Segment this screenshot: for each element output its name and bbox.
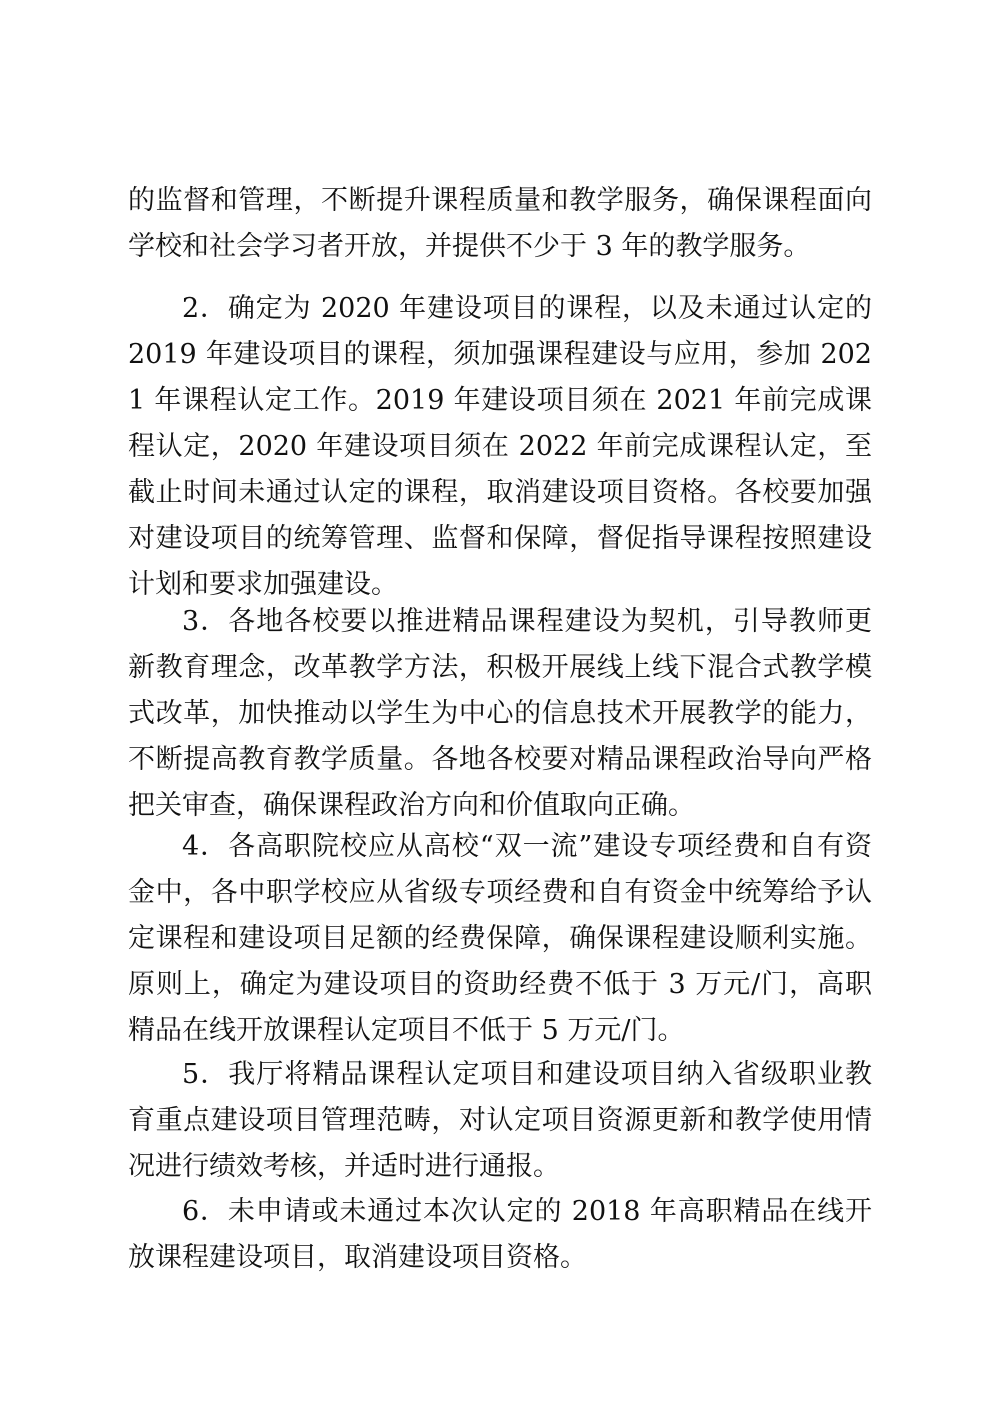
paragraph-item-4: 4．各高职院校应从高校“双一流”建设专项经费和自有资金中，各中职学校应从省级专项经费和自有资金中统筹给予认定课程和建设项目足额的经费保障，确保课程建设顺利实施。原则上，确定为建设项目的资助经费不低于 3 万元/门，高职精品在线开放课程认定项目不低于 5 万元/门。 [128, 831, 872, 1046]
paragraph-continuation: 的监督和管理，不断提升课程质量和教学服务，确保课程面向学校和社会学习者开放，并提供不少于 3 年的教学服务。 [128, 185, 872, 262]
paragraph-item-6: 6．未申请或未通过本次认定的 2018 年高职精品在线开放课程建设项目，取消建设项目资格。 [128, 1196, 872, 1273]
paragraph-item-3: 3．各地各校要以推进精品课程建设为契机，引导教师更新教育理念，改革教学方法，积极开展线上线下混合式教学模式改革，加快推动以学生为中心的信息技术开展教学的能力，不断提高教育教学质量。各地各校要对精品课程政治导向严格把关审查，确保课程政治方向和价值取向正确。 [128, 606, 872, 821]
paragraph-item-5: 5．我厅将精品课程认定项目和建设项目纳入省级职业教育重点建设项目管理范畴，对认定项目资源更新和教学使用情况进行绩效考核，并适时进行通报。 [128, 1059, 872, 1182]
paragraph-item-2: 2．确定为 2020 年建设项目的课程，以及未通过认定的 2019 年建设项目的课程，须加强课程建设与应用，参加 2021 年课程认定工作。2019 年建设项目须在 2021 年前完成课程认定，2020 年建设项目须在 2022 年前完成课程认定，至截止时间未通过认定的课程，取消建设项目资格。各校要加强对建设项目的统筹管理、监督和保障，督促指导课程按照建设计划和要求加强建设。 [128, 293, 872, 600]
